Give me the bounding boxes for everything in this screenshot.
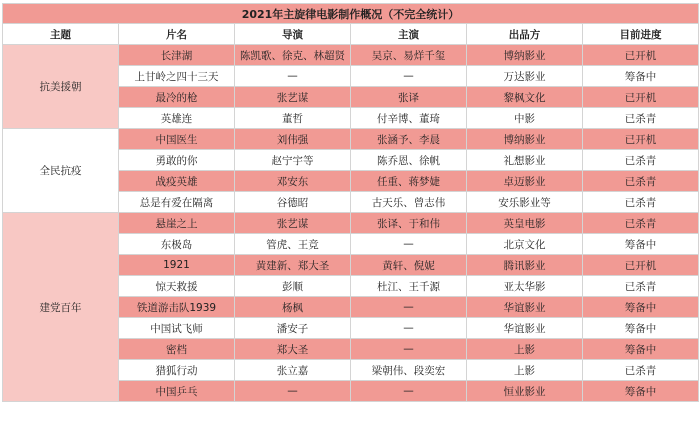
cast-cell: 杜江、王千源 — [351, 276, 467, 297]
producer-cell: 安乐影业等 — [467, 192, 583, 213]
film-title-cell: 总是有爱在隔离 — [119, 192, 235, 213]
cast-cell: 陈乔恩、徐帆 — [351, 150, 467, 171]
table-title-row — [3, 4, 699, 24]
cast-cell: 梁朝伟、段奕宏 — [351, 360, 467, 381]
director-cell: 彭顺 — [235, 276, 351, 297]
progress-cell: 筹备中 — [583, 381, 699, 402]
progress-cell: 已杀青 — [583, 360, 699, 381]
table-row — [3, 45, 699, 66]
progress-cell: 已开机 — [583, 129, 699, 150]
progress-cell: 筹备中 — [583, 297, 699, 318]
cast-cell: 张涵予、李晨 — [351, 129, 467, 150]
director-cell: 张艺谋 — [235, 213, 351, 234]
table-row — [3, 213, 699, 234]
film-title-cell: 勇敢的你 — [119, 150, 235, 171]
director-cell: 张立嘉 — [235, 360, 351, 381]
cast-cell: 吴京、易烊千玺 — [351, 45, 467, 66]
director-cell: — — [235, 66, 351, 87]
director-cell: 刘伟强 — [235, 129, 351, 150]
cast-cell: — — [351, 318, 467, 339]
progress-cell: 筹备中 — [583, 234, 699, 255]
film-title-cell: 上甘岭之四十三天 — [119, 66, 235, 87]
director-cell: 谷德昭 — [235, 192, 351, 213]
producer-cell: 卓迈影业 — [467, 171, 583, 192]
director-cell: 黄建新、郑大圣 — [235, 255, 351, 276]
table-header-row — [3, 24, 699, 45]
progress-cell: 已杀青 — [583, 150, 699, 171]
film-title-cell: 东极岛 — [119, 234, 235, 255]
cast-cell: 张译 — [351, 87, 467, 108]
cast-cell: 张译、于和伟 — [351, 213, 467, 234]
table-title: 2021年主旋律电影制作概况（不完全统计） — [3, 4, 699, 24]
producer-cell: 礼想影业 — [467, 150, 583, 171]
cast-cell: 黄轩、倪妮 — [351, 255, 467, 276]
cast-cell: — — [351, 234, 467, 255]
progress-cell: 已开机 — [583, 255, 699, 276]
film-table — [2, 3, 699, 402]
progress-cell: 已开机 — [583, 45, 699, 66]
producer-cell: 华谊影业 — [467, 297, 583, 318]
film-title-cell: 猎狐行动 — [119, 360, 235, 381]
progress-cell: 筹备中 — [583, 339, 699, 360]
header-film: 片名 — [119, 24, 235, 45]
director-cell: 潘安子 — [235, 318, 351, 339]
director-cell: 赵宁宇等 — [235, 150, 351, 171]
header-theme: 主题 — [3, 24, 119, 45]
film-title-cell: 长津湖 — [119, 45, 235, 66]
theme-cell: 全民抗疫 — [3, 129, 119, 213]
director-cell: 邓安东 — [235, 171, 351, 192]
director-cell: 郑大圣 — [235, 339, 351, 360]
progress-cell: 已杀青 — [583, 108, 699, 129]
table-row — [3, 129, 699, 150]
progress-cell: 筹备中 — [583, 318, 699, 339]
producer-cell: 万达影业 — [467, 66, 583, 87]
cast-cell: — — [351, 381, 467, 402]
cast-cell: — — [351, 297, 467, 318]
cast-cell: 古天乐、曾志伟 — [351, 192, 467, 213]
film-title-cell: 密档 — [119, 339, 235, 360]
header-producer: 出品方 — [467, 24, 583, 45]
progress-cell: 已杀青 — [583, 171, 699, 192]
header-director: 导演 — [235, 24, 351, 45]
progress-cell: 已杀青 — [583, 276, 699, 297]
progress-cell: 已杀青 — [583, 192, 699, 213]
director-cell: 陈凯歌、徐克、林超贤 — [235, 45, 351, 66]
progress-cell: 已杀青 — [583, 213, 699, 234]
producer-cell: 亚太华影 — [467, 276, 583, 297]
director-cell: 张艺谋 — [235, 87, 351, 108]
producer-cell: 英皇电影 — [467, 213, 583, 234]
cast-cell: 任重、蒋梦婕 — [351, 171, 467, 192]
theme-cell: 抗美援朝 — [3, 45, 119, 129]
cast-cell: — — [351, 66, 467, 87]
header-progress: 目前进度 — [583, 24, 699, 45]
film-title-cell: 英雄连 — [119, 108, 235, 129]
producer-cell: 恒业影业 — [467, 381, 583, 402]
film-title-cell: 战疫英雄 — [119, 171, 235, 192]
producer-cell: 北京文化 — [467, 234, 583, 255]
film-title-cell: 1921 — [119, 255, 235, 276]
producer-cell: 中影 — [467, 108, 583, 129]
header-cast: 主演 — [351, 24, 467, 45]
film-title-cell: 中国乒乓 — [119, 381, 235, 402]
director-cell: 杨枫 — [235, 297, 351, 318]
producer-cell: 博纳影业 — [467, 129, 583, 150]
director-cell: — — [235, 381, 351, 402]
progress-cell: 筹备中 — [583, 66, 699, 87]
producer-cell: 上影 — [467, 339, 583, 360]
producer-cell: 上影 — [467, 360, 583, 381]
theme-cell: 建党百年 — [3, 213, 119, 402]
film-title-cell: 惊天救援 — [119, 276, 235, 297]
producer-cell: 华谊影业 — [467, 318, 583, 339]
film-title-cell: 中国试飞师 — [119, 318, 235, 339]
film-title-cell: 中国医生 — [119, 129, 235, 150]
progress-cell: 已开机 — [583, 87, 699, 108]
director-cell: 管虎、王竞 — [235, 234, 351, 255]
producer-cell: 黎枫文化 — [467, 87, 583, 108]
film-title-cell: 最冷的枪 — [119, 87, 235, 108]
film-title-cell: 悬崖之上 — [119, 213, 235, 234]
cast-cell: — — [351, 339, 467, 360]
producer-cell: 腾讯影业 — [467, 255, 583, 276]
producer-cell: 博纳影业 — [467, 45, 583, 66]
film-title-cell: 铁道游击队1939 — [119, 297, 235, 318]
director-cell: 董哲 — [235, 108, 351, 129]
cast-cell: 付辛博、董琦 — [351, 108, 467, 129]
